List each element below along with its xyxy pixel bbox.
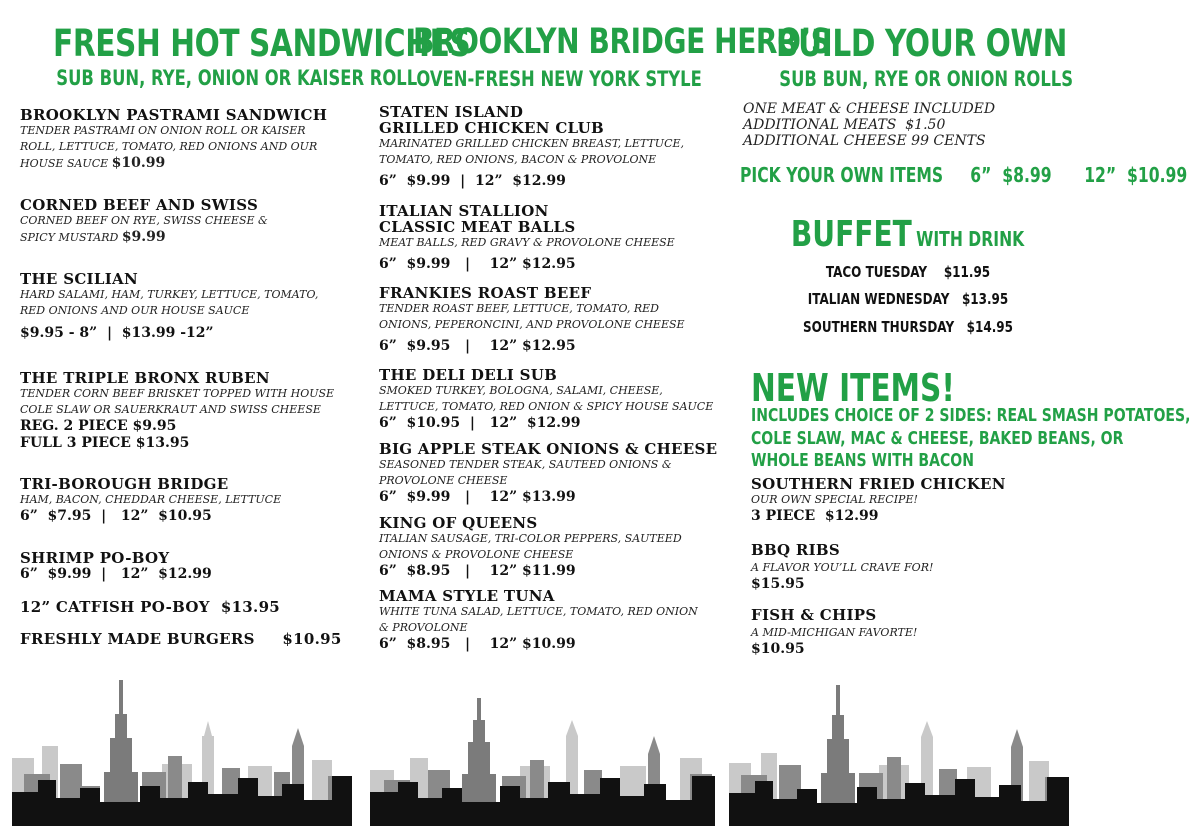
menu-item xyxy=(20,271,350,342)
section-title: BROOKLYN BRIDGE HERO’S xyxy=(413,22,831,62)
item-name: KING OF QUEENS xyxy=(379,514,538,532)
item-price: 6” $9.99 | 12” $13.99 xyxy=(379,489,576,505)
menu-item xyxy=(751,476,1073,525)
section-title: FRESH HOT SANDWICHES xyxy=(53,22,471,65)
item-name: FISH & CHIPS xyxy=(751,606,877,624)
item-desc: TENDER ROAST BEEF, LETTUCE, TOMATO, RED ONIONS, PEPERONCINI, AND PROVOLONE CHEESE xyxy=(379,302,685,331)
item-name: ITALIAN STALLION xyxy=(379,202,549,220)
item-price: $9.95 - 8” | $13.99 -12” xyxy=(20,325,214,341)
menu-item xyxy=(379,367,719,432)
menu-item xyxy=(751,542,1073,593)
item-name: BBQ RIBS xyxy=(751,541,841,559)
item-price: 3 PIECE $12.99 xyxy=(751,508,879,524)
menu-item xyxy=(379,588,719,653)
item-desc xyxy=(20,213,290,246)
buffet-row: SOUTHERN THURSDAY $14.95 xyxy=(803,318,1013,336)
item-name: 12” CATFISH PO-BOY $13.95 xyxy=(20,598,281,616)
item-price: $15.95 xyxy=(751,576,805,592)
item-desc: SEASONED TENDER STEAK, SAUTEED ONIONS & PROVOLONE CHEESE xyxy=(379,458,672,487)
buffet-heading xyxy=(743,214,1073,255)
item-desc: OUR OWN SPECIAL RECIPE! xyxy=(751,493,918,506)
skyline-illustration xyxy=(12,676,352,826)
item-desc-text: TENDER PASTRAMI ON ONION ROLL OR KAISER ROLL, LETTUCE, TOMATO, RED ONIONS AND OUR HOUSE SAUCE xyxy=(20,124,318,170)
item-name: SOUTHERN FRIED CHICKEN xyxy=(751,475,1006,493)
item-price: $9.99 xyxy=(121,229,166,245)
item-desc: WHITE TUNA SALAD, LETTUCE, TOMATO, RED ONION & PROVOLONE xyxy=(379,605,698,634)
item-price: $10.99 xyxy=(111,155,166,171)
note-line: ONE MEAT & CHEESE INCLUDED xyxy=(743,101,996,117)
item-name-2: GRILLED CHICKEN CLUB xyxy=(379,119,604,137)
item-desc: MEAT BALLS, RED GRAVY & PROVOLONE CHEESE xyxy=(379,236,675,249)
section-subtitle: SUB BUN, RYE OR ONION ROLLS xyxy=(779,67,1073,91)
item-desc: A MID-MICHIGAN FAVORTE! xyxy=(751,626,918,639)
item-desc: A FLAVOR YOU’LL CRAVE FOR! xyxy=(751,561,934,574)
buffet-subtitle: WITH DRINK xyxy=(916,227,1025,251)
item-name: FRANKIES ROAST BEEF xyxy=(379,284,592,302)
note-line: ADDITIONAL CHEESE 99 CENTS xyxy=(743,133,986,149)
item-price: 6” $10.95 | 12” $12.99 xyxy=(379,415,581,431)
item-desc: ITALIAN SAUSAGE, TRI-COLOR PEPPERS, SAUTEED ONIONS & PROVOLONE CHEESE xyxy=(379,532,682,561)
item-desc-text: CORNED BEEF ON RYE, SWISS CHEESE & SPICY MUSTARD xyxy=(20,214,268,244)
new-items-line: COLE SLAW, MAC & CHEESE, BAKED BEANS, OR xyxy=(751,428,1124,449)
item-name: THE TRIPLE BRONX RUBEN xyxy=(20,369,270,387)
buffet-title: BUFFET xyxy=(791,214,913,255)
item-price: 6” $9.99 | 12” $12.99 xyxy=(20,566,212,582)
menu-item xyxy=(379,104,719,190)
item-name: THE DELI DELI SUB xyxy=(379,366,558,384)
menu-item xyxy=(379,203,719,273)
new-items-line: WHOLE BEANS WITH BACON xyxy=(751,450,974,471)
item-price: 6” $9.99 | 12” $12.95 xyxy=(379,256,576,272)
buffet-row: ITALIAN WEDNESDAY $13.95 xyxy=(807,290,1009,308)
item-price: $10.95 xyxy=(751,641,805,657)
new-items-line: INCLUDES CHOICE OF 2 SIDES: REAL SMASH POTATOES, xyxy=(751,405,1190,426)
item-price: 6” $9.99 | 12” $12.99 xyxy=(379,173,566,189)
item-desc xyxy=(20,123,320,172)
skyline-illustration xyxy=(729,681,1069,826)
item-desc: HAM, BACON, CHEDDAR CHEESE, LETTUCE xyxy=(20,493,282,506)
menu-item xyxy=(379,441,719,506)
pick-your-own-line: PICK YOUR OWN ITEMS 6” $8.99 12” $10.99 xyxy=(740,163,1188,187)
item-name: MAMA STYLE TUNA xyxy=(379,587,555,605)
menu-item xyxy=(20,476,350,525)
item-desc: TENDER CORN BEEF BRISKET TOPPED WITH HOUSE COLE SLAW OR SAUERKRAUT AND SWISS CHEESE xyxy=(20,387,335,416)
item-desc: HARD SALAMI, HAM, TURKEY, LETTUCE, TOMATO, RED ONIONS AND OUR HOUSE SAUCE xyxy=(20,288,319,317)
skyline-illustration xyxy=(370,696,715,826)
menu-item xyxy=(379,285,719,355)
item-desc: SMOKED TURKEY, BOLOGNA, SALAMI, CHEESE, LETTUCE, TOMATO, RED ONION & SPICY HOUSE SAUCE xyxy=(379,384,714,413)
item-name: BIG APPLE STEAK ONIONS & CHEESE xyxy=(379,440,718,458)
section-subtitle: SUB BUN, RYE, ONION OR KAISER ROLL xyxy=(56,66,418,90)
buffet-row: TACO TUESDAY $11.95 xyxy=(825,263,991,281)
item-price: REG. 2 PIECE $9.95 xyxy=(20,418,177,434)
item-name: BROOKLYN PASTRAMI SANDWICH xyxy=(20,106,328,124)
item-name: FRESHLY MADE BURGERS $10.95 xyxy=(20,630,342,648)
item-name: TRI-BOROUGH BRIDGE xyxy=(20,475,229,493)
menu-item xyxy=(20,197,350,246)
item-price-2: FULL 3 PIECE $13.95 xyxy=(20,435,190,451)
menu-item xyxy=(20,370,350,452)
item-price: 6” $8.95 | 12” $11.99 xyxy=(379,563,576,579)
menu-item xyxy=(20,550,350,583)
section-title: BUILD YOUR OWN xyxy=(776,22,1068,65)
item-price: 6” $9.95 | 12” $12.95 xyxy=(379,338,576,354)
item-name: SHRIMP PO-BOY xyxy=(20,549,170,567)
section-subtitle: OVEN-FRESH NEW YORK STYLE xyxy=(416,67,702,91)
new-items-title: NEW ITEMS! xyxy=(751,366,955,410)
item-price: 6” $8.95 | 12” $10.99 xyxy=(379,636,576,652)
item-name: THE SCILIAN xyxy=(20,270,138,288)
item-desc: MARINATED GRILLED CHICKEN BREAST, LETTUCE, TOMATO, RED ONIONS, BACON & PROVOLONE xyxy=(379,137,685,166)
item-name: STATEN ISLAND xyxy=(379,103,524,121)
build-notes xyxy=(743,101,1073,149)
note-line: ADDITIONAL MEATS $1.50 xyxy=(743,117,946,133)
menu-item xyxy=(751,607,1073,658)
item-name: CORNED BEEF AND SWISS xyxy=(20,196,259,214)
menu-item xyxy=(20,107,350,172)
item-name-2: CLASSIC MEAT BALLS xyxy=(379,218,576,236)
menu-item xyxy=(20,631,350,647)
item-price: 6” $7.95 | 12” $10.95 xyxy=(20,508,212,524)
menu-item xyxy=(379,515,719,580)
menu-item xyxy=(20,599,350,615)
